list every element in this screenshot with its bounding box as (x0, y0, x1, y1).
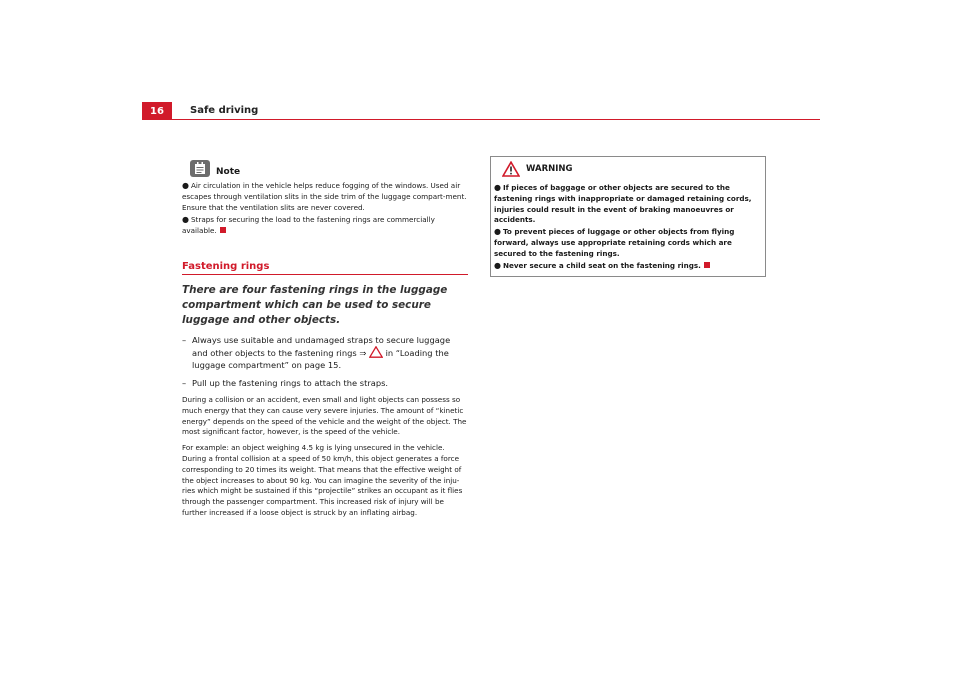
step-item: – Pull up the fastening rings to attach the straps. (182, 377, 389, 388)
note-item: ● Straps for securing the load to the fastening rings are commercially available. (182, 215, 435, 236)
warning-box (490, 156, 766, 277)
body-paragraph: During a collision or an accident, even small and light objects can possess so much energy that they can cause very severe injuries. The amount of “kinetic energy” depends on the speed of the vehicle and the weight of the object. The most significant factor, however, is the speed of the vehicle. (182, 394, 467, 437)
steps-list (182, 334, 468, 389)
section-intro: There are four fastening rings in the luggage compartment which can be used to secure luggage and other objects. (182, 283, 448, 326)
bullet-icon: ● (494, 227, 501, 237)
step-item: – Always use suitable and undamaged straps to secure luggage and other objects to the fastening rings ⇒ in “Loading the luggage compartment” on page 15. (182, 334, 451, 370)
warning-item: ● If pieces of baggage or other objects are secured to the fastening rings with inappropriate or damaged retaining cords, injuries could result in the event of braking manoeuvres or accidents. (494, 183, 752, 225)
section-title: Fastening rings (182, 261, 468, 275)
warning-heading (502, 161, 761, 177)
section-body (182, 395, 468, 519)
warning-item: ● Never secure a child seat on the fastening rings. (494, 261, 761, 272)
page-number: 16 (150, 105, 164, 117)
page-number-tab (142, 102, 172, 120)
bullet-icon: ● (494, 260, 501, 270)
warning-item: ● To prevent pieces of luggage or other objects from flying forward, always use appropriate retaining cords which are secured to the fastening rings. (494, 227, 735, 258)
bullet-icon: ● (182, 215, 189, 225)
end-mark-icon (704, 262, 710, 268)
warning-triangle-icon (369, 346, 383, 358)
warning-triangle-icon (502, 161, 520, 177)
end-mark-icon (220, 227, 226, 233)
note-icon (190, 160, 210, 177)
warning-label: WARNING (526, 164, 573, 174)
note-body (182, 181, 468, 237)
body-paragraph: For example: an object weighing 4.5 kg is lying unsecured in the vehicle. During a frontal collision at a speed of 50 km/h, this object generates a force corresponding to 20 times its weight. That means that the effective weight of the object increases to about 90 kg. You can imagine the severity of the inju-ries which might be sustained if this “projectile” strikes an occupant as it flies through the passenger compartment. This increased risk of injury will be further increased if a loose object is struck by an inflating airbag. (182, 443, 463, 517)
running-header-title: Safe driving (190, 105, 259, 116)
note-label: Note (216, 167, 241, 177)
header-rule (142, 119, 820, 120)
right-column (490, 156, 766, 277)
bullet-icon: ● (182, 181, 189, 190)
bullet-icon: ● (494, 183, 501, 192)
note-item: ● Air circulation in the vehicle helps reduce fogging of the windows. Used air escapes through ventilation slits in the side trim of the luggage compart-ment. Ensure that the ventilation slits are never covered. (182, 181, 467, 212)
note-heading (190, 160, 468, 177)
left-column (182, 160, 468, 524)
